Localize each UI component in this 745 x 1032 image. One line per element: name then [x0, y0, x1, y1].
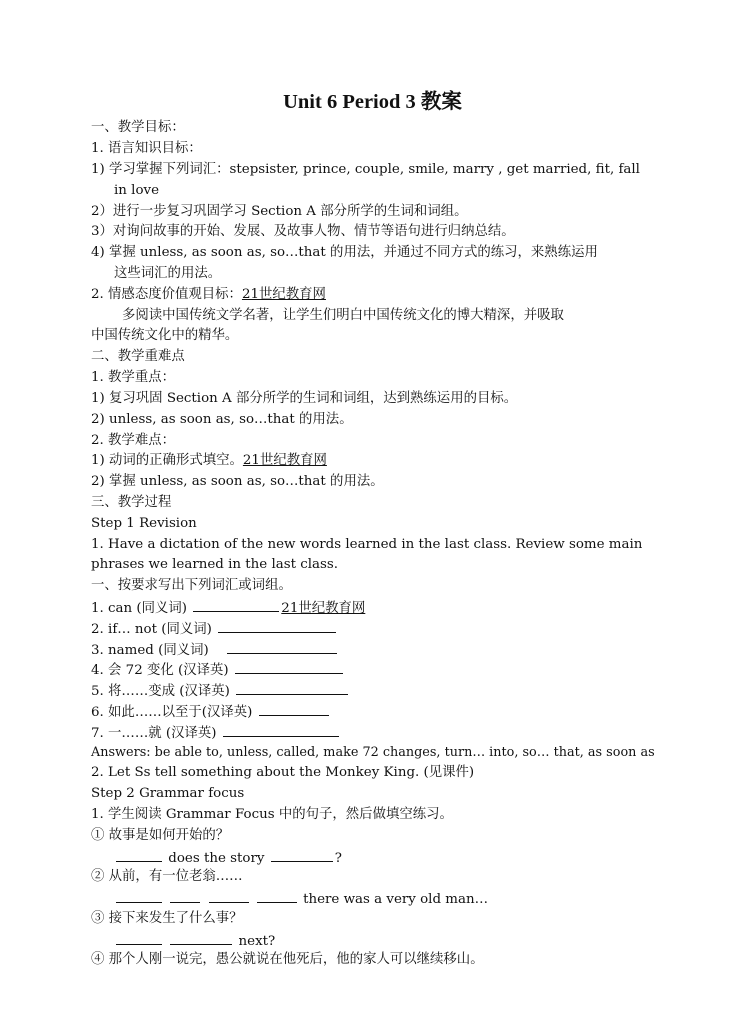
step-heading: Step 2 Grammar focus — [91, 786, 245, 801]
exercise-prompt: 5. 将……变成 (汉译英) — [91, 684, 230, 699]
answer-blank[interactable] — [218, 618, 336, 633]
exercise-item — [91, 701, 331, 721]
text-line: 1. 学生阅读 Grammar Focus 中的句子，然后做填空练习。 — [91, 807, 453, 822]
text-line: 中国传统文化中的精华。 — [91, 328, 239, 343]
exercise-item — [91, 722, 341, 742]
answers-line: Answers: be able to, unless, called, make 72 changes, turn… into, so… that, as soon as — [91, 745, 655, 760]
answer-blank[interactable] — [259, 701, 329, 716]
answer-blank[interactable] — [170, 930, 232, 945]
fill-in-text: there was a very old man… — [303, 892, 488, 907]
text-line: 这些词汇的用法。 — [114, 266, 222, 281]
answer-blank[interactable] — [271, 847, 333, 862]
section-heading: 二、教学重难点 — [91, 349, 185, 364]
text-line: 2) unless, as soon as, so…that 的用法。 — [91, 412, 353, 427]
text-line: 1) 复习巩固 Section A 部分所学的生词和词组，达到熟练运用的目标。 — [91, 391, 518, 406]
text-line: 2）进行一步复习巩固学习 Section A 部分所学的生词和词组。 — [91, 204, 468, 219]
fill-in-text: does the story — [168, 851, 265, 866]
exercise-prompt: 1. can (同义词) — [91, 601, 188, 616]
subsection-heading: 2. 教学难点： — [91, 433, 175, 448]
text-line: 1. Have a dictation of the new words learned in the last class. Review some main — [91, 537, 643, 552]
answer-blank[interactable] — [236, 680, 348, 695]
answer-blank[interactable] — [235, 659, 343, 674]
exercise-prompt: 2. if… not (同义词) — [91, 622, 212, 637]
exercise-item — [91, 618, 338, 638]
answer-blank[interactable] — [209, 888, 249, 903]
question-item: ① 故事是如何开始的？ — [91, 828, 230, 843]
text-line — [91, 285, 326, 305]
exercise-item — [91, 680, 350, 700]
question-item: ② 从前，有一位老翁…… — [91, 869, 243, 884]
subsection-heading: 2. 情感态度价值观目标： — [91, 287, 242, 302]
fill-in-line — [114, 847, 342, 867]
answer-blank[interactable] — [116, 847, 162, 862]
text-line: 多阅读中国传统文学名著，让学生们明白中国传统文化的博大精深，并吸取 — [122, 308, 564, 323]
text-span: 1) 动词的正确形式填空。 — [91, 453, 243, 468]
section-heading: 三、教学过程 — [91, 495, 172, 510]
question-item: ③ 接下来发生了什么事？ — [91, 911, 243, 926]
fill-in-text: next? — [238, 934, 276, 949]
answer-blank[interactable] — [193, 597, 279, 612]
exercise-prompt: 3. named (同义词) — [91, 643, 209, 658]
fill-in-line — [114, 930, 275, 950]
watermark-link[interactable]: 21世纪教育网 — [242, 453, 327, 468]
subsection-heading: 1. 语言知识目标： — [91, 141, 202, 156]
exercise-prompt: 6. 如此……以至于(汉译英) — [91, 705, 253, 720]
exercise-prompt: 4. 会 72 变化 (汉译英) — [91, 663, 229, 678]
text-line: in love — [114, 183, 159, 198]
watermark-link[interactable]: 21世纪教育网 — [241, 287, 326, 302]
exercise-item — [91, 659, 345, 679]
answer-blank[interactable] — [223, 722, 339, 737]
subsection-heading: 1. 教学重点： — [91, 370, 175, 385]
answer-blank[interactable] — [227, 639, 337, 654]
watermark-link[interactable]: 21世纪教育网 — [281, 601, 366, 616]
exercise-heading: 一、按要求写出下列词汇或词组。 — [91, 578, 292, 593]
fill-in-text: ? — [334, 851, 342, 866]
text-line: 3）对询问故事的开始、发展、及故事人物、情节等语句进行归纳总结。 — [91, 224, 515, 239]
answer-blank[interactable] — [257, 888, 297, 903]
page-title: Unit 6 Period 3 教案 — [283, 91, 462, 113]
answer-blank[interactable] — [116, 930, 162, 945]
exercise-item — [91, 639, 339, 659]
text-line: 4) 掌握 unless, as soon as, so…that 的用法，并通过不同方式的练习，来熟练运用 — [91, 245, 598, 260]
section-heading: 一、教学目标： — [91, 120, 185, 135]
text-line: 1) 学习掌握下列词汇：stepsister, prince, couple, smile, marry , get married, fit, fall — [91, 162, 640, 177]
text-line: 2. Let Ss tell something about the Monkey King. (见课件) — [91, 765, 475, 780]
answer-blank[interactable] — [116, 888, 162, 903]
answer-blank[interactable] — [170, 888, 200, 903]
text-line: 2) 掌握 unless, as soon as, so…that 的用法。 — [91, 474, 384, 489]
step-heading: Step 1 Revision — [91, 516, 197, 531]
exercise-item — [91, 597, 365, 617]
question-item: ④ 那个人刚一说完，愚公就说在他死后，他的家人可以继续移山。 — [91, 952, 484, 967]
text-line: phrases we learned in the last class. — [91, 557, 339, 572]
fill-in-line — [114, 888, 488, 908]
text-line — [91, 451, 327, 471]
exercise-prompt: 7. 一……就 (汉译英) — [91, 726, 217, 741]
